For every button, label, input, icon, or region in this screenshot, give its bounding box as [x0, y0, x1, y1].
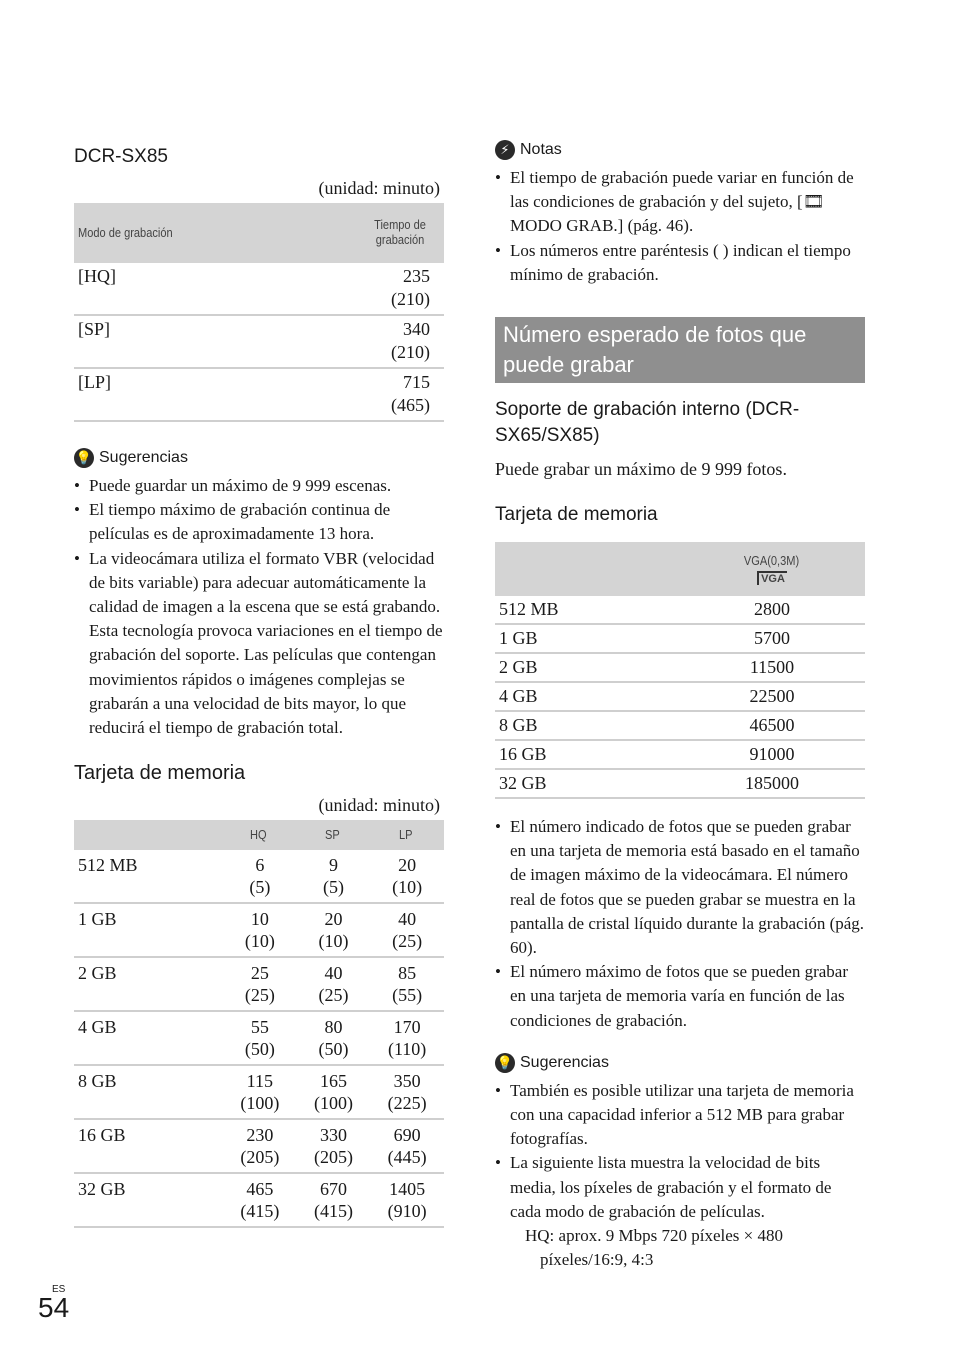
table-row: 1 GB 10 (10) 20 (10) 40 (25)	[74, 903, 444, 957]
table-row: 32 GB 185000	[495, 769, 865, 798]
table-row: 512 MB 6 (5) 9 (5) 20 (10)	[74, 850, 444, 903]
table-row: 32 GB 465 (415) 670 (415) 1405 (910)	[74, 1173, 444, 1227]
model-title: DCR-SX85	[74, 146, 168, 167]
list-item: • También es posible utilizar una tarjeta de memoria con una capacidad inferior a 512 MB para grabar fotografías.	[495, 1079, 865, 1152]
header-hq: HQ	[223, 820, 297, 850]
notes-warning-icon: ⚡	[495, 140, 515, 160]
header-lp: LP	[370, 820, 444, 850]
table-row: 16 GB 91000	[495, 740, 865, 769]
tips-heading: 💡 Sugerencias	[496, 1053, 609, 1071]
photo-notes-list	[495, 815, 865, 1033]
header-mode: Modo de grabación	[74, 203, 292, 263]
hq-spec-line-cont: píxeles/16:9, 4:3	[540, 1250, 654, 1270]
lightbulb-icon: 💡	[74, 448, 94, 468]
list-item: • El número indicado de fotos que se pueden grabar en una tarjeta de memoria está basado en el tamaño de imagen máximo de la videocámara. El número real de fotos que se pueden grabar se muestra en la pantalla de cristal líquido durante la grabación (pág. 60).	[495, 815, 865, 960]
header-sp: SP	[297, 820, 371, 850]
table-row: [SP] 340 (210)	[74, 315, 444, 368]
table-row: 16 GB 230 (205) 330 (205) 690 (445)	[74, 1119, 444, 1173]
section-banner: Número esperado de fotos que puede grabar	[495, 317, 865, 383]
list-item: • El tiempo máximo de grabación continua de películas es de aproximadamente 13 hora.	[74, 498, 444, 546]
table-row: 512 MB 2800	[495, 596, 865, 624]
list-item: • La videocámara utiliza el formato VBR (velocidad de bits variable) para adecuar automáticamente la calidad de imagen a la escena que se está grabando. Esta tecnología provoca variaciones en el tiempo de grabación del soporte. Las películas que contengan movimientos rápidos o imágenes complejas se grabarán a una velocidad de bits mayor, lo que reducirá el tiempo de grabación total.	[74, 547, 444, 741]
tips-list	[74, 474, 444, 740]
hq-spec-line: HQ: aprox. 9 Mbps 720 píxeles × 480	[525, 1226, 783, 1246]
table-row: 4 GB 55 (50) 80 (50) 170 (110)	[74, 1011, 444, 1065]
tips-list	[495, 1079, 865, 1224]
table-row: 2 GB 25 (25) 40 (25) 85 (55)	[74, 957, 444, 1011]
memory-card-title: Tarjeta de memoria	[74, 762, 246, 785]
list-item: • El número máximo de fotos que se pueden grabar en una tarjeta de memoria varía en función de las condiciones de grabación.	[495, 960, 865, 1033]
recording-mode-table	[74, 203, 444, 422]
table-row: 1 GB 5700	[495, 624, 865, 653]
list-item: • Los números entre paréntesis ( ) indican el tiempo mínimo de grabación.	[495, 239, 865, 287]
tips-heading: 💡 Sugerencias	[75, 449, 188, 466]
table-row: [LP] 715 (465)	[74, 368, 444, 421]
notes-heading: ⚡ Notas	[495, 140, 865, 160]
header-time: Tiempo de grabación	[292, 203, 444, 263]
left-column	[74, 140, 444, 1228]
list-item: • La siguiente lista muestra la velocidad de bits media, los píxeles de grabación y el formato de cada modo de grabación de películas.	[495, 1151, 865, 1224]
internal-media-text: Puede grabar un máximo de 9 999 fotos.	[495, 459, 787, 480]
table-row: 8 GB 115 (100) 165 (100) 350 (225)	[74, 1065, 444, 1119]
table-row: 8 GB 46500	[495, 711, 865, 740]
table-row: [HQ] 235 (210)	[74, 263, 444, 315]
list-item: • El tiempo de grabación puede variar en función de las condiciones de grabación y del sujeto, [🎞MODO GRAB.] (pág. 46).	[495, 166, 865, 239]
list-item: • Puede guardar un máximo de 9 999 escenas.	[74, 474, 444, 498]
photo-memory-title: Tarjeta de memoria	[495, 504, 658, 526]
page-number: 54	[38, 1292, 70, 1323]
film-icon: 🎞	[802, 192, 825, 212]
vga-icon: VGA	[757, 571, 787, 585]
table-row: 2 GB 11500	[495, 653, 865, 682]
unit-label: (unidad: minuto)	[318, 178, 440, 198]
header-vga: VGA(0,3M) VGA	[679, 542, 865, 596]
language-code: ES	[52, 1284, 66, 1295]
notes-list	[495, 166, 865, 287]
photo-count-table	[495, 542, 865, 799]
lightbulb-icon: 💡	[495, 1053, 515, 1073]
internal-media-title: Soporte de grabación interno (DCR-SX65/SX85)	[495, 399, 800, 447]
right-column	[495, 140, 865, 1272]
table-row: 4 GB 22500	[495, 682, 865, 711]
memory-time-table	[74, 820, 444, 1228]
memory-unit-label: (unidad: minuto)	[318, 795, 440, 816]
